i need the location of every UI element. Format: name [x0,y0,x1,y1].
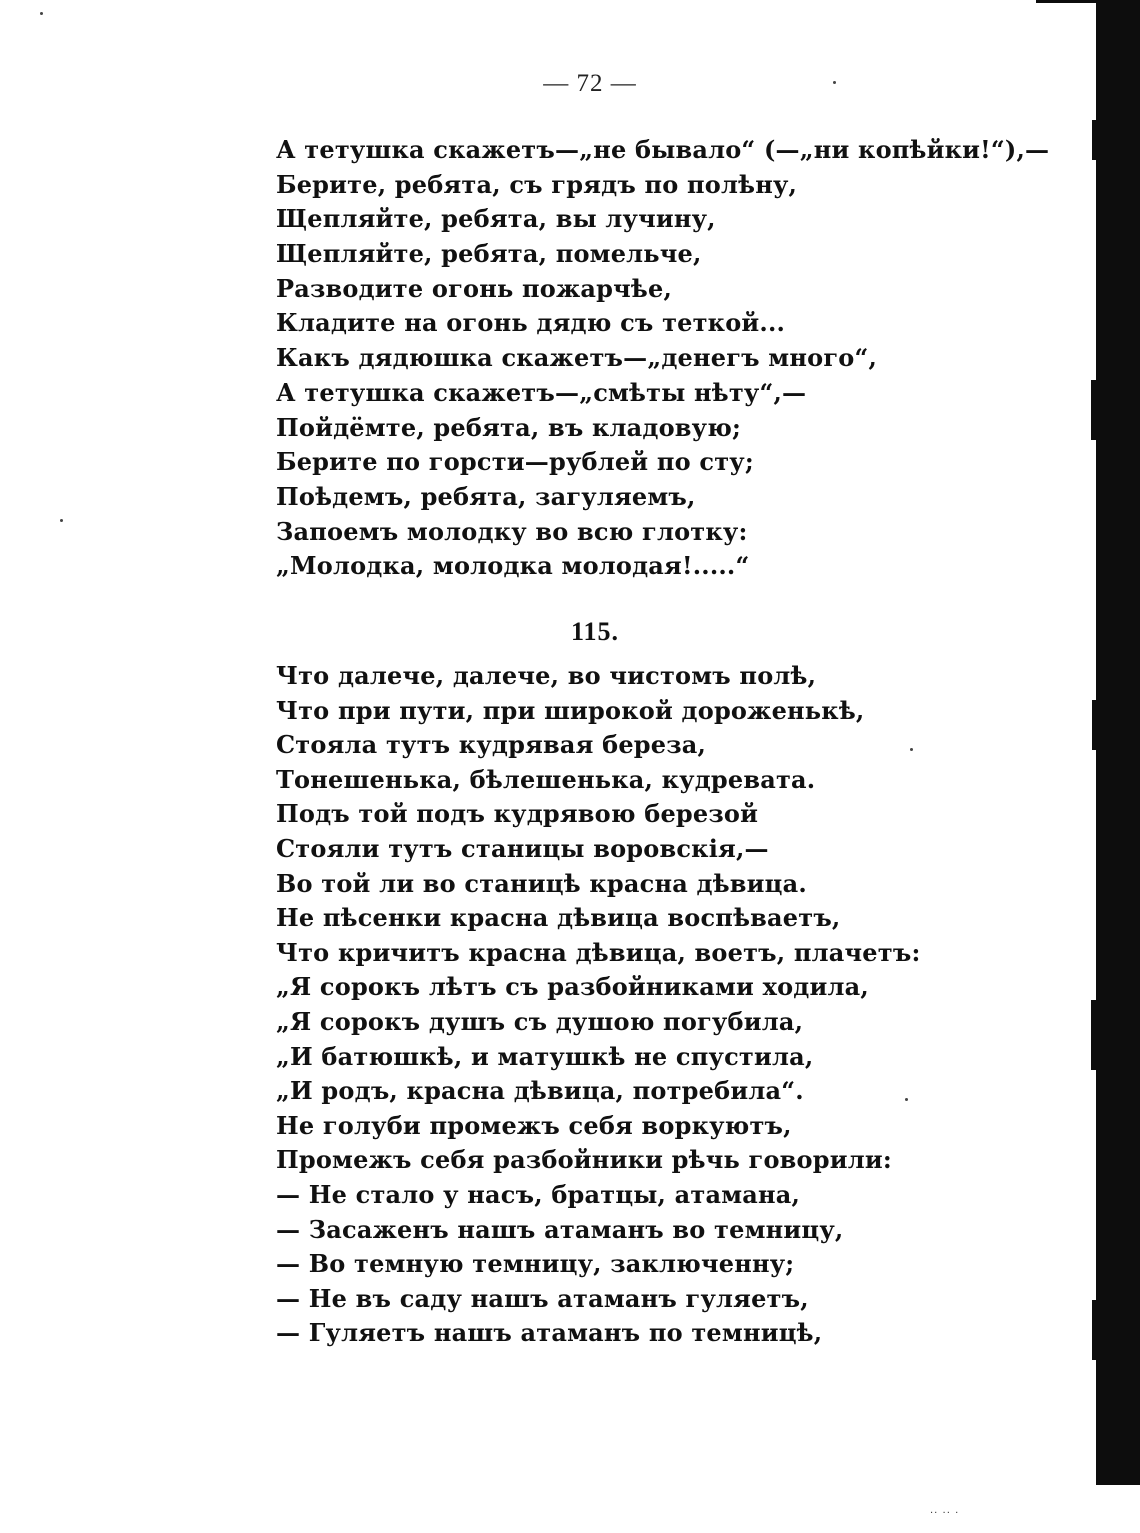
verse-line: — Не въ саду нашъ атаманъ гуляетъ, [276,1283,809,1313]
section-number: 115. [570,617,620,646]
verse-line: Стояла тутъ кудрявая береза, [276,730,707,760]
verse-line: Щепляйте, ребята, помельче, [276,239,702,269]
binding-edge-tick [1092,1300,1096,1360]
verse-line: Что далече, далече, во чистомъ полѣ, [276,661,817,690]
verse-line: „И батюшкѣ, и матушкѣ не спустила, [276,1041,814,1071]
verse-line: „Я сорокъ лѣтъ съ разбойниками ходила, [276,972,869,1002]
verse-line: — Во темную темницу, заключенну; [276,1249,795,1279]
scan-artifact-mark: ·· ·· · [930,1508,960,1519]
verse-line: Разводите огонь пожарчѣе, [276,273,673,303]
verse-line: Берите, ребята, съ грядъ по полѣну, [276,169,798,199]
scan-speck [910,748,913,751]
poem-continued [276,133,1056,584]
verse-line: Поѣдемъ, ребята, загуляемъ, [276,481,696,511]
verse-line: „И родъ, красна дѣвица, потребила“. [276,1076,804,1106]
verse-line: „Я сорокъ душъ съ душою погубила, [276,1006,804,1036]
binding-edge-tick [1092,120,1096,160]
verse-line: Подъ той подъ кудрявою березой [276,799,759,829]
verse-line: Запоемъ молодку во всю глотку: [276,516,748,546]
verse-line: Что кричитъ красна дѣвица, воетъ, плачетъ: [276,937,921,967]
verse-line: Во той ли во станицѣ красна дѣвица. [276,868,807,898]
verse-line: Не пѣсенки красна дѣвица воспѣваетъ, [276,903,841,933]
verse-line: Что при пути, при широкой дороженькѣ, [276,695,865,725]
page-binding-edge [1096,0,1140,1485]
poem-115 [276,659,1056,1351]
binding-edge-tick [1091,1000,1096,1070]
scan-speck [833,81,836,84]
verse-line: — Не стало у насъ, братцы, атамана, [276,1179,801,1209]
verse-line: А тетушка скажетъ—„смѣты нѣту“,— [276,377,807,407]
binding-edge-tick [1036,0,1096,3]
verse-line: Стояли тутъ станицы воровскія,— [276,833,769,863]
scan-speck [60,519,63,522]
page-number: — 72 — [543,70,637,97]
binding-edge-tick [1092,700,1096,750]
scan-speck [40,12,43,15]
verse-line: Пойдёмте, ребята, въ кладовую; [276,412,742,442]
verse-line: Не голуби промежъ себя воркуютъ, [276,1110,792,1140]
verse-line: Кладите на огонь дядю съ теткой... [276,308,786,338]
scan-speck [905,1098,908,1101]
verse-line: А тетушка скажетъ—„не бывало“ (—„ни копѣйки!“),— [276,135,1050,164]
verse-line: Промежъ себя разбойники рѣчь говорили: [276,1145,892,1175]
verse-line: „Молодка, молодка молодая!.....“ [276,551,750,581]
verse-line: Тонешенька, бѣлешенька, кудревата. [276,764,816,794]
verse-line: Берите по горсти—рублей по сту; [276,447,754,477]
verse-line: — Засаженъ нашъ атаманъ во темницу, [276,1214,844,1244]
verse-line: Щепляйте, ребята, вы лучину, [276,204,716,234]
verse-line: Какъ дядюшка скажетъ—„денегъ много“, [276,343,878,373]
verse-line: — Гуляетъ нашъ атаманъ по темницѣ, [276,1318,823,1348]
binding-edge-tick [1091,380,1096,440]
